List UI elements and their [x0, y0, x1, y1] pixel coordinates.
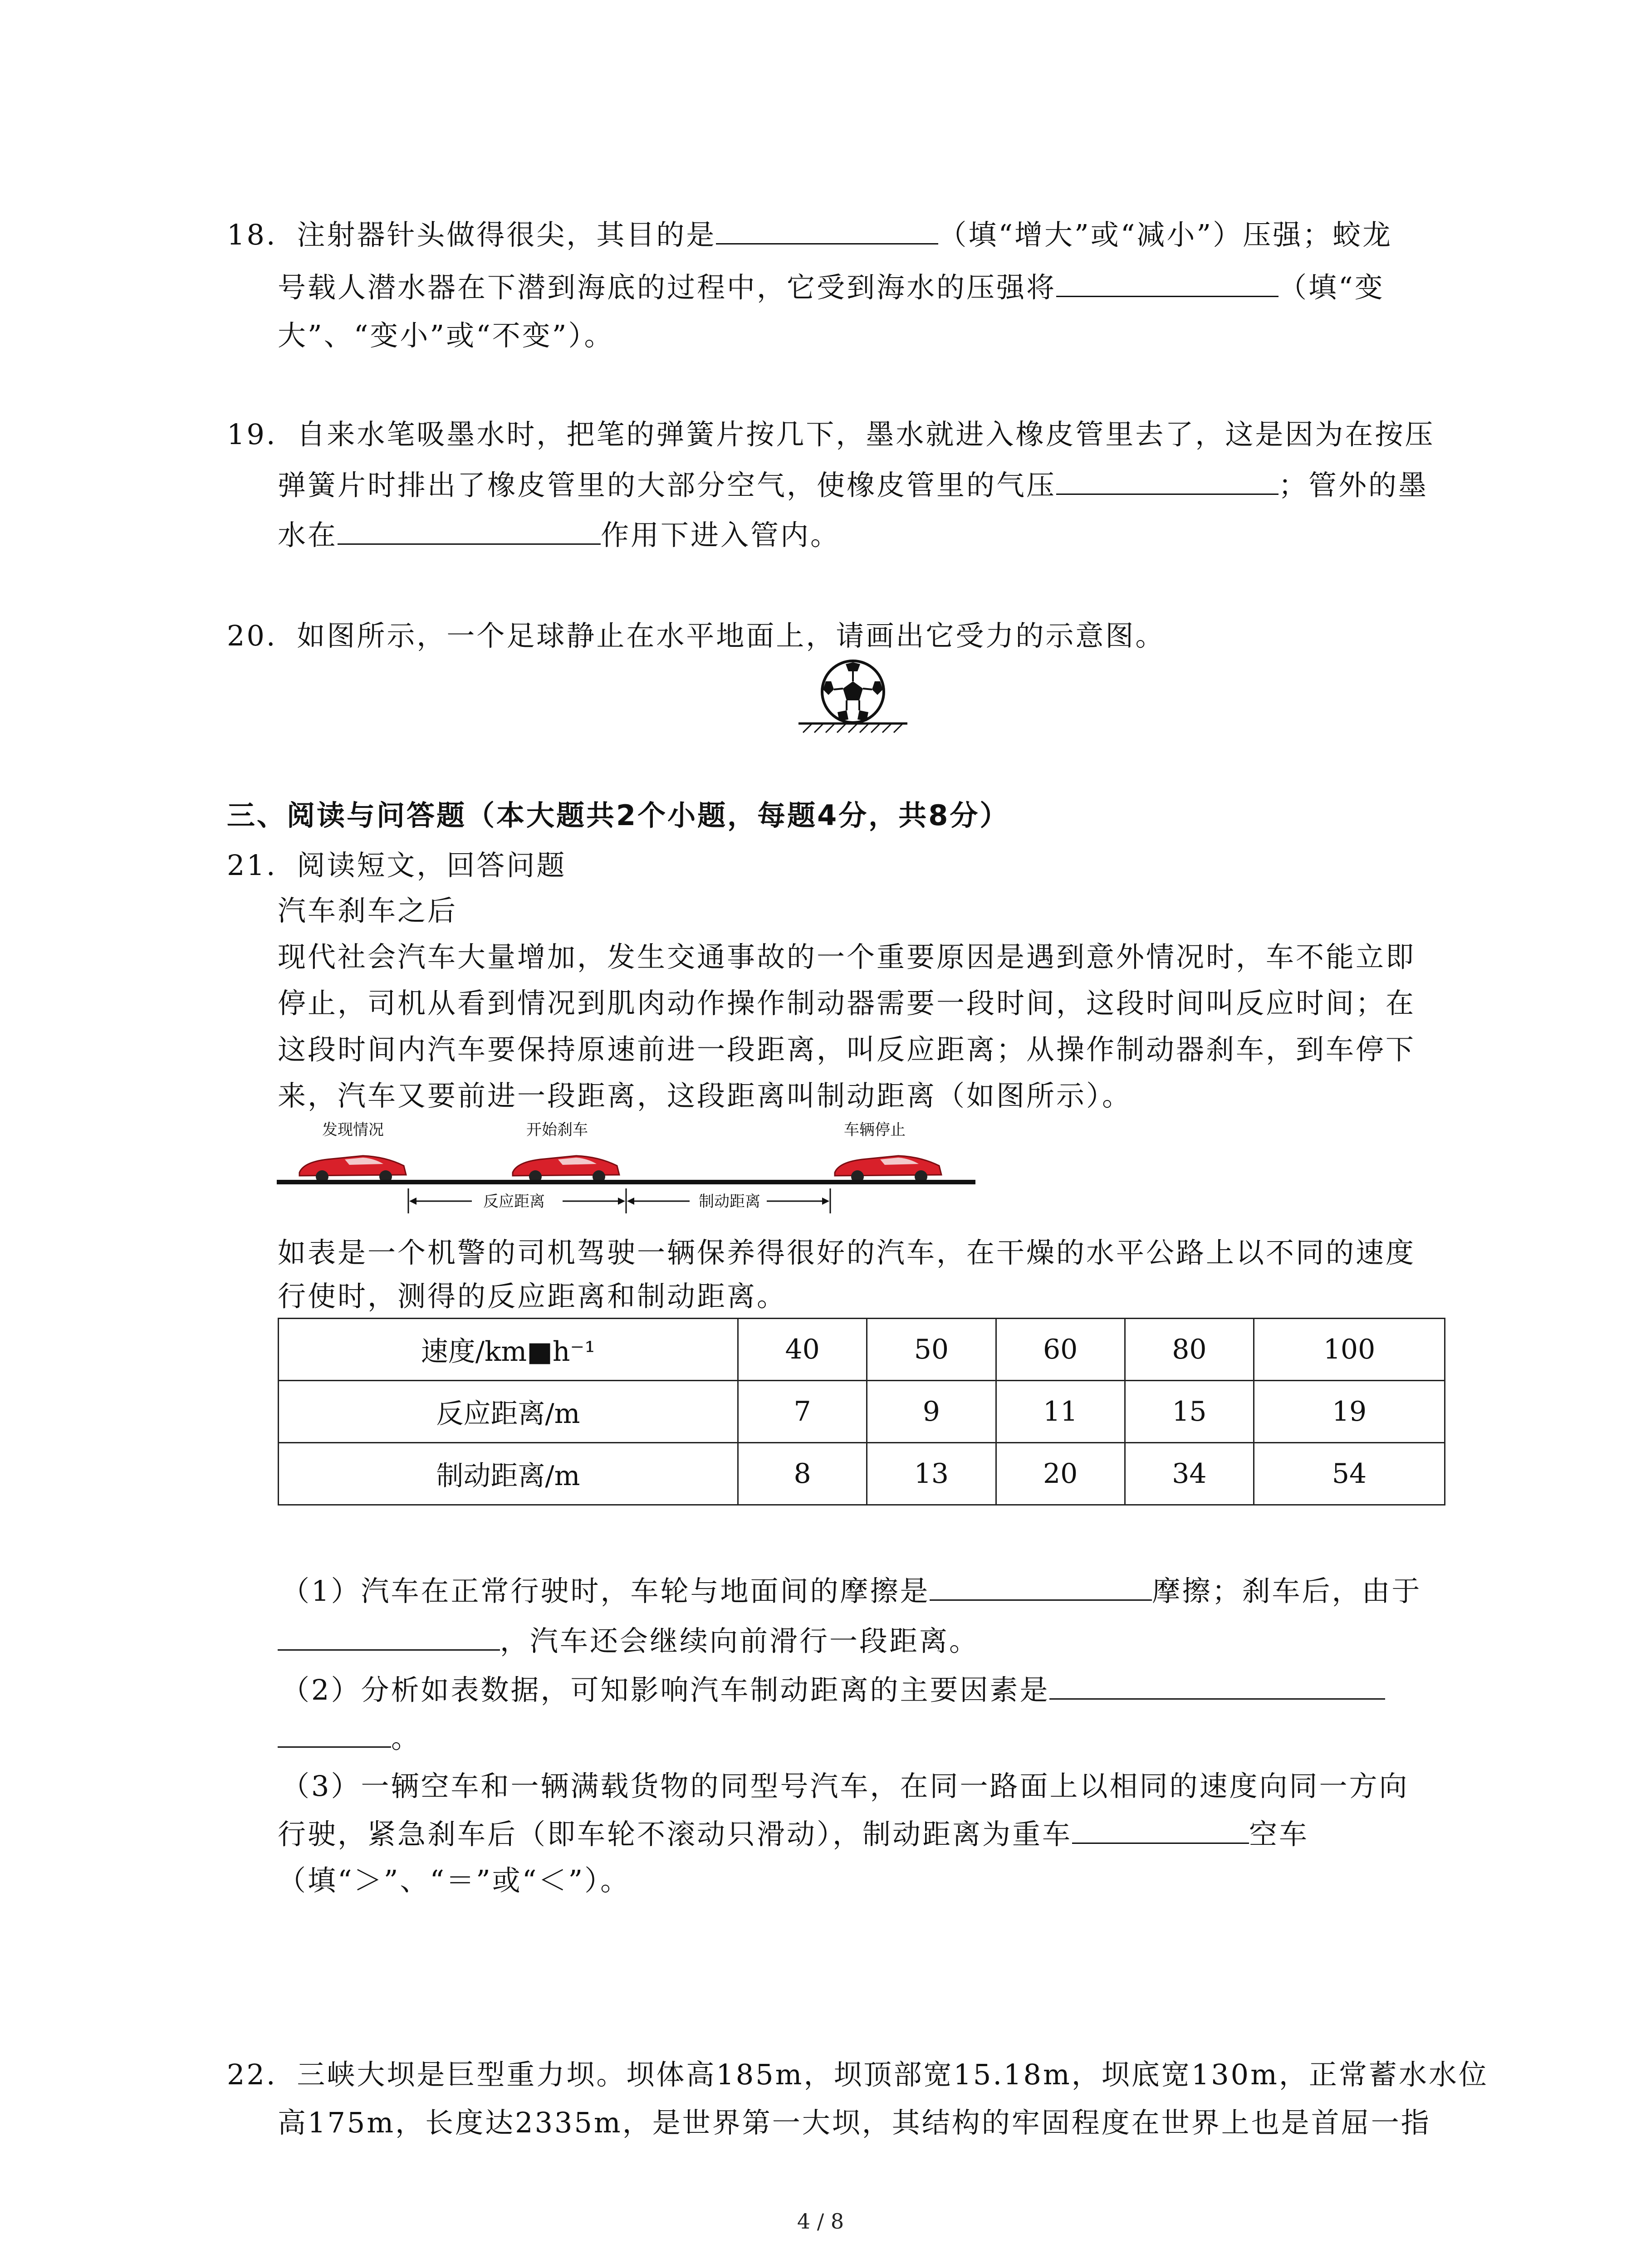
braking-distance-arrow: [627, 1193, 829, 1211]
q22-number: 22.: [227, 2058, 277, 2091]
table-cell: 20: [996, 1443, 1125, 1505]
q18-blank-1[interactable]: [716, 218, 938, 244]
q21-number: 21.: [227, 849, 277, 882]
q19-blank-1[interactable]: [1056, 468, 1279, 495]
car-icon: [835, 1156, 941, 1183]
q21-sub3-blank[interactable]: [1072, 1817, 1249, 1844]
ground-icon: [798, 723, 907, 733]
table-row: [279, 1443, 1445, 1505]
table-cell: 8: [738, 1443, 867, 1505]
q19-line-3: 水在 作用下进入管内。: [278, 518, 841, 552]
table-cell: 50: [867, 1319, 996, 1381]
label-brake: 开始刹车: [526, 1121, 588, 1139]
q22-line-2: 高175m，长度达2335m，是世界第一大坝，其结构的牢固程度在世界上也是首屈一指: [278, 2106, 1431, 2139]
q20-number: 20.: [227, 619, 277, 652]
q18-blank-2[interactable]: [1056, 270, 1279, 297]
q21-sub3-line-2: 行驶，紧急刹车后（即车轮不滚动只滑动），制动距离为重车 空车: [278, 1818, 1309, 1851]
table-cell: 54: [1254, 1443, 1445, 1505]
table-cell: 40: [738, 1319, 867, 1381]
article-title: 汽车刹车之后: [278, 894, 458, 927]
q21-line-1: 21. 阅读短文，回答问题: [227, 849, 567, 882]
speed-distance-table: [278, 1318, 1445, 1505]
table-cell: 11: [996, 1381, 1125, 1443]
q19-line-1: 19. 自来水笔吸墨水时，把笔的弹簧片按几下，墨水就进入橡皮管里去了，这是因为在按压: [227, 418, 1435, 451]
page-number: 4 / 8: [797, 2209, 844, 2234]
label-stop: 车辆停止: [844, 1121, 906, 1139]
table-row-header: 反应距离/m: [279, 1381, 738, 1443]
q18-number: 18.: [227, 218, 277, 251]
table-row: [279, 1381, 1445, 1443]
table-row-header: 制动距离/m: [279, 1443, 738, 1505]
table-cell: 13: [867, 1443, 996, 1505]
table-intro-line-2: 行使时，测得的反应距离和制动距离。: [278, 1280, 787, 1313]
q21-sub1-line-2: ，汽车还会继续向前滑行一段距离。: [278, 1623, 979, 1659]
q19-line-2: 弹簧片时排出了橡皮管里的大部分空气，使橡皮管里的气压 ；管外的墨: [278, 469, 1429, 502]
q21-sub1-blank-2[interactable]: [278, 1624, 500, 1651]
article-para-line-1: 现代社会汽车大量增加，发生交通事故的一个重要原因是遇到意外情况时，车不能立即: [278, 940, 1416, 973]
q21-sub2-line-1: （2）分析如表数据，可知影响汽车制动距离的主要因素是: [281, 1672, 1385, 1708]
table-cell: 34: [1125, 1443, 1254, 1505]
q18-line-2: 号载人潜水器在下潜到海底的过程中，它受到海水的压强将 （填“变: [278, 271, 1385, 304]
label-braking: 制动距离: [699, 1193, 760, 1211]
section-3-heading: 三、阅读与问答题（本大题共2个小题，每题4分，共8分）: [227, 799, 1010, 832]
table-cell: 100: [1254, 1319, 1445, 1381]
article-para-line-2: 停止，司机从看到情况到肌肉动作操作制动器需要一段时间，这段时间叫反应时间；在: [278, 987, 1416, 1020]
table-cell: 15: [1125, 1381, 1254, 1443]
q18-line-3: 大”、“变小”或“不变”）。: [278, 319, 614, 352]
table-cell: 19: [1254, 1381, 1445, 1443]
table-cell: 60: [996, 1319, 1125, 1381]
table-intro-line-1: 如表是一个机警的司机驾驶一辆保养得很好的汽车，在干燥的水平公路上以不同的速度: [278, 1236, 1416, 1269]
table-row-header: 速度/km■h⁻¹: [279, 1319, 738, 1381]
q19-blank-2[interactable]: [338, 518, 601, 545]
table-cell: 9: [867, 1381, 996, 1443]
q18-line-1: 18. 注射器针头做得很尖，其目的是 （填“增大”或“减小”）压强；蛟龙: [227, 218, 1393, 251]
label-reaction: 反应距离: [483, 1193, 545, 1211]
q21-sub1-blank-1[interactable]: [930, 1574, 1152, 1601]
label-found: 发现情况: [322, 1121, 384, 1139]
article-para-line-3: 这段时间内汽车要保持原速前进一段距离，叫反应距离；从操作制动器刹车，到车停下: [278, 1033, 1416, 1066]
car-icon: [299, 1156, 406, 1183]
q21-sub3-line-3: （填“＞”、“＝”或“＜”）。: [278, 1864, 631, 1897]
table-cell: 80: [1125, 1319, 1254, 1381]
article-para-line-4: 来，汽车又要前进一段距离，这段距离叫制动距离（如图所示）。: [278, 1079, 1132, 1112]
q19-number: 19.: [227, 418, 277, 451]
q21-sub2-line-2: 。: [278, 1720, 421, 1756]
football-figure: [794, 653, 912, 739]
q20-line-1: 20. 如图所示，一个足球静止在水平地面上，请画出它受力的示意图。: [227, 619, 1166, 652]
car-icon: [513, 1156, 619, 1183]
q21-sub2-blank-cont[interactable]: [278, 1721, 391, 1748]
reaction-distance-arrow: [409, 1193, 625, 1211]
q22-line-1: 22. 三峡大坝是巨型重力坝。坝体高185m，坝顶部宽15.18m，坝底宽130m，正常蓄水水位: [227, 2058, 1489, 2091]
braking-distance-figure: [272, 1120, 980, 1216]
q21-sub3-line-1: （3）一辆空车和一辆满载货物的同型号汽车，在同一路面上以相同的速度向同一方向: [281, 1769, 1409, 1803]
table-row: [279, 1319, 1445, 1381]
q21-sub2-blank[interactable]: [1049, 1673, 1385, 1700]
q21-sub1-line-1: （1）汽车在正常行驶时，车轮与地面间的摩擦是 摩擦；刹车后，由于: [281, 1574, 1422, 1608]
table-cell: 7: [738, 1381, 867, 1443]
football-icon: [822, 661, 884, 723]
